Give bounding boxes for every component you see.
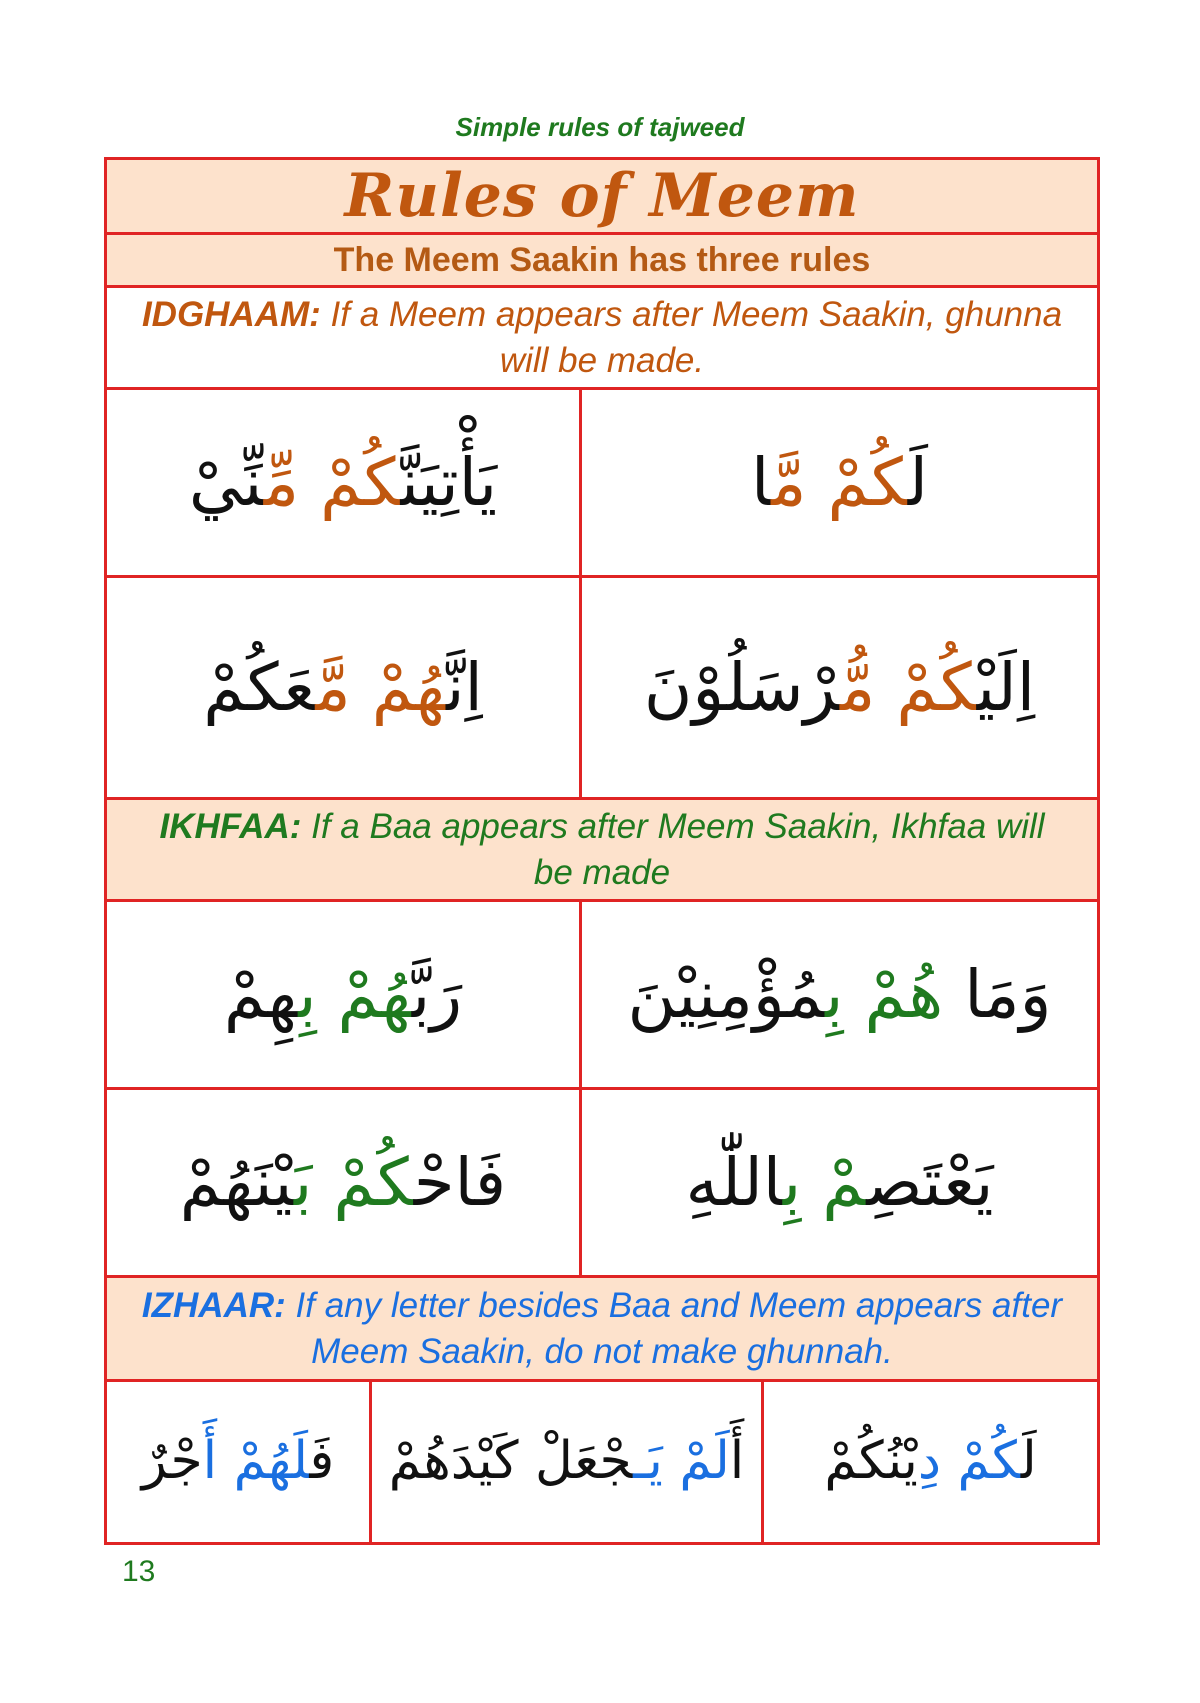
arabic-example: اِنَّهُمْ مَّعَكُمْ (203, 648, 483, 726)
izhaar-example-cell (764, 1382, 1097, 1542)
idghaam-example-cell (582, 578, 1097, 797)
izhaar-rule (107, 1283, 1097, 1375)
idghaam-example-cell (107, 578, 582, 797)
idghaam-rule (107, 292, 1097, 384)
arabic-example: لَكُمْ دِيْنُكُمْ (824, 1431, 1037, 1492)
ikhfaa-text: If a Baa appears after Meem Saakin, Ikhfaa will be made (301, 806, 1045, 892)
subtitle: The Meem Saakin has three rules (333, 240, 871, 279)
ikhfaa-rule-row (107, 800, 1097, 902)
arabic-example: أَلَمْ يَـجْعَلْ كَيْدَهُمْ (388, 1431, 745, 1492)
page-title: Rules of Meem (344, 161, 860, 231)
arabic-example: يَعْتَصِمْ بِاللّٰهِ (685, 1143, 994, 1221)
idghaam-rule-row (107, 288, 1097, 390)
ikhfaa-examples-row-2 (107, 1090, 1097, 1278)
izhaar-example-cell (372, 1382, 764, 1542)
subtitle-row (107, 235, 1097, 288)
idghaam-examples-row-2 (107, 578, 1097, 800)
izhaar-example-cell (107, 1382, 372, 1542)
arabic-example: يَأْتِيَنَّكُمْ مِّنِّيْ (188, 443, 498, 521)
izhaar-label: IZHAAR: (141, 1285, 286, 1325)
izhaar-rule-row (107, 1278, 1097, 1382)
rules-table (104, 157, 1100, 1545)
title-row (107, 160, 1097, 235)
arabic-example: رَبَّهُمْ بِهِمْ (223, 955, 463, 1033)
ikhfaa-examples-row-1 (107, 902, 1097, 1090)
izhaar-examples-row (107, 1382, 1097, 1542)
idghaam-example-cell (582, 390, 1097, 575)
izhaar-text: If any letter besides Baa and Meem appears after Meem Saakin, do not make ghunnah. (285, 1285, 1063, 1371)
idghaam-example-cell (107, 390, 582, 575)
ikhfaa-example-cell (107, 1090, 582, 1275)
arabic-example: اِلَيْكُمْ مُّرْسَلُوْنَ (643, 648, 1036, 726)
ikhfaa-example-cell (582, 902, 1097, 1087)
running-header: Simple rules of tajweed (455, 112, 745, 142)
arabic-example: فَاحْكُمْ بَيْنَهُمْ (179, 1143, 507, 1221)
ikhfaa-example-cell (107, 902, 582, 1087)
arabic-example: لَكُمْ مَّا (751, 443, 928, 521)
page-number: 13 (122, 1555, 156, 1588)
idghaam-label: IDGHAAM: (141, 294, 321, 334)
ikhfaa-label: IKHFAA: (159, 806, 302, 846)
arabic-example: وَمَا هُمْ بِمُؤْمِنِيْنَ (627, 955, 1052, 1033)
idghaam-examples-row-1 (107, 390, 1097, 578)
idghaam-text: If a Meem appears after Meem Saakin, ghunna will be made. (320, 294, 1063, 380)
arabic-example: فَلَهُمْ أَجْرٌ (141, 1431, 335, 1492)
ikhfaa-example-cell (582, 1090, 1097, 1275)
ikhfaa-rule (107, 804, 1097, 896)
